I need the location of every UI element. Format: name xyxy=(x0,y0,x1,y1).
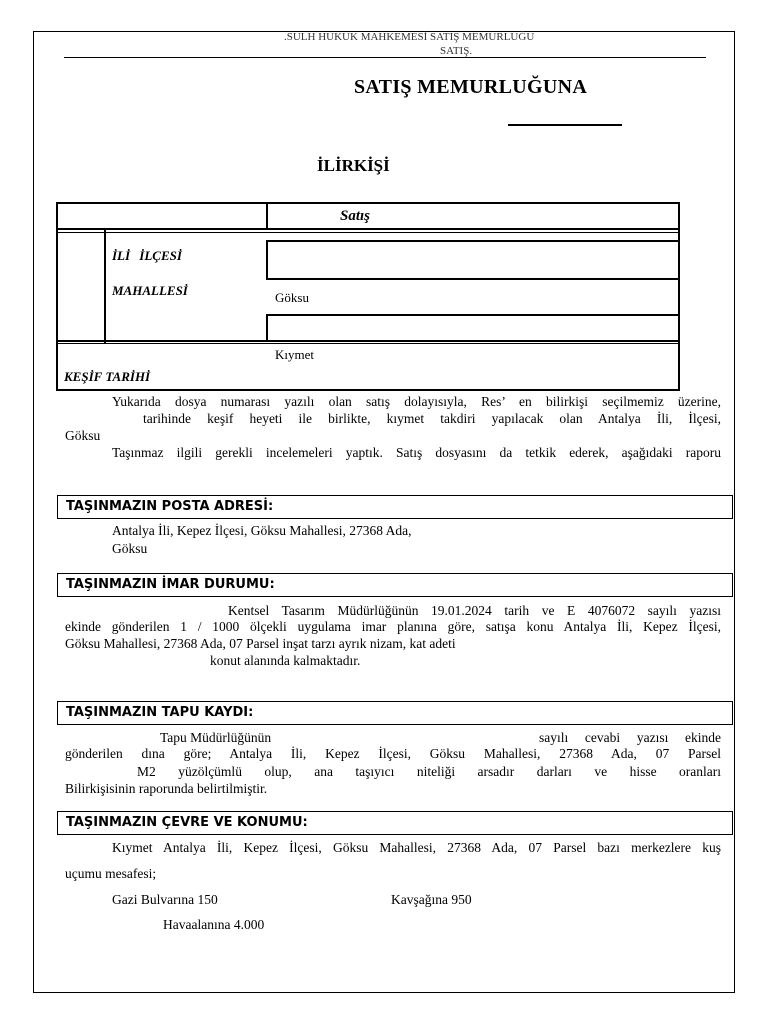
imar-line: ekinde gönderilen 1 / 1000 ölçekli uygulama imar planına göre, satışa konu Antalya İli, Kepez İlçesi, xyxy=(65,619,721,634)
section-cevre-header xyxy=(57,811,733,835)
table-rule xyxy=(266,314,680,316)
tapu-line: Bilirkişisinin raporunda belirtilmiştir. xyxy=(65,781,268,796)
imar-line: Kentsel Tasarım Müdürlüğünün 19.01.2024 tarih ve E 4076072 sayılı yazısı xyxy=(228,603,721,618)
table-rule xyxy=(266,314,268,340)
table-rule xyxy=(56,228,680,230)
cevre-line: uçumu mesafesi; xyxy=(65,866,157,881)
title-underline xyxy=(508,124,622,126)
table-rule xyxy=(266,240,268,280)
distance-gazi: Gazi Bulvarına 150 xyxy=(112,892,218,907)
header-rule xyxy=(64,57,706,58)
section-title: TAŞINMAZIN TAPU KAYDI: xyxy=(66,705,254,720)
imar-line: konut alanında kalmaktadır. xyxy=(210,653,361,668)
satis-label: Satış xyxy=(340,208,371,224)
distance-kavsak: Kavşağına 950 xyxy=(391,892,472,907)
tapu-line: M2 yüzölçümlü olup, ana taşıyıcı niteliği arsadır darları ve hisse oranları xyxy=(137,764,721,779)
table-rule xyxy=(266,278,680,280)
kesif-tarihi-label: KEŞİF TARİHİ xyxy=(64,369,151,384)
kiymet-label: Kıymet xyxy=(275,347,314,362)
table-rule xyxy=(56,343,680,344)
posta-address-line: Göksu xyxy=(112,541,148,556)
mahalle-value: Göksu xyxy=(275,290,309,305)
satis-header: SATIŞ. xyxy=(440,45,473,57)
court-header: .SULH HUKUK MAHKEMESİ SATIŞ MEMURLUĞU xyxy=(284,31,535,43)
imar-line: Göksu Mahallesi, 27368 Ada, 07 Parsel inşat tarzı ayrık nizam, kat adeti xyxy=(65,636,456,651)
intro-line: Yukarıda dosya numarası yazılı olan satış dolayısıyla, Res’ en bilirkişi seçilmemiz üzerine, xyxy=(112,394,721,409)
table-rule xyxy=(104,230,106,344)
section-imar-header xyxy=(57,573,733,597)
table-rule xyxy=(56,340,680,342)
table-rule xyxy=(266,240,680,242)
mahalle-label: MAHALLESİ xyxy=(112,283,188,298)
section-title: TAŞINMAZIN POSTA ADRESİ: xyxy=(66,499,274,514)
section-title: TAŞINMAZIN İMAR DURUMU: xyxy=(66,577,275,592)
posta-address-line: Antalya İli, Kepez İlçesi, Göksu Mahallesi, 27368 Ada, xyxy=(112,523,412,538)
tapu-line: Tapu Müdürlüğünün xyxy=(160,730,272,745)
section-title: TAŞINMAZIN ÇEVRE VE KONUMU: xyxy=(66,815,308,830)
table-rule xyxy=(266,202,268,230)
page-title: SATIŞ MEMURLUĞUNA xyxy=(354,76,588,98)
section-posta-header xyxy=(57,495,733,519)
cevre-line: Kıymet Antalya İli, Kepez İlçesi, Göksu Mahallesi, 27368 Ada, 07 Parsel bazı merkezlere kuş xyxy=(112,840,721,855)
distance-havaalani: Havaalanına 4.000 xyxy=(163,917,265,932)
intro-line: tarihinde keşif heyeti ile birlikte, kıymet takdiri yapılacak olan Antalya İli, İlçesi, xyxy=(143,411,721,426)
intro-line: Taşınmaz ilgili gerekli incelemeleri yaptık. Satış dosyasını da tetkik ederek, aşağıdaki raporu xyxy=(112,445,721,460)
table-rule xyxy=(56,232,680,233)
page-subtitle: İLİRKİŞİ xyxy=(317,156,390,175)
intro-line: Göksu xyxy=(65,428,101,443)
tapu-line: gönderilen dına göre; Antalya İli, Kepez İlçesi, Göksu Mahallesi, 27368 Ada, 07 Parsel xyxy=(65,746,721,761)
section-tapu-header xyxy=(57,701,733,725)
tapu-line: sayılı cevabi yazısı ekinde xyxy=(539,730,721,745)
il-ilce-label: İLİ İLÇESİ xyxy=(112,248,182,263)
